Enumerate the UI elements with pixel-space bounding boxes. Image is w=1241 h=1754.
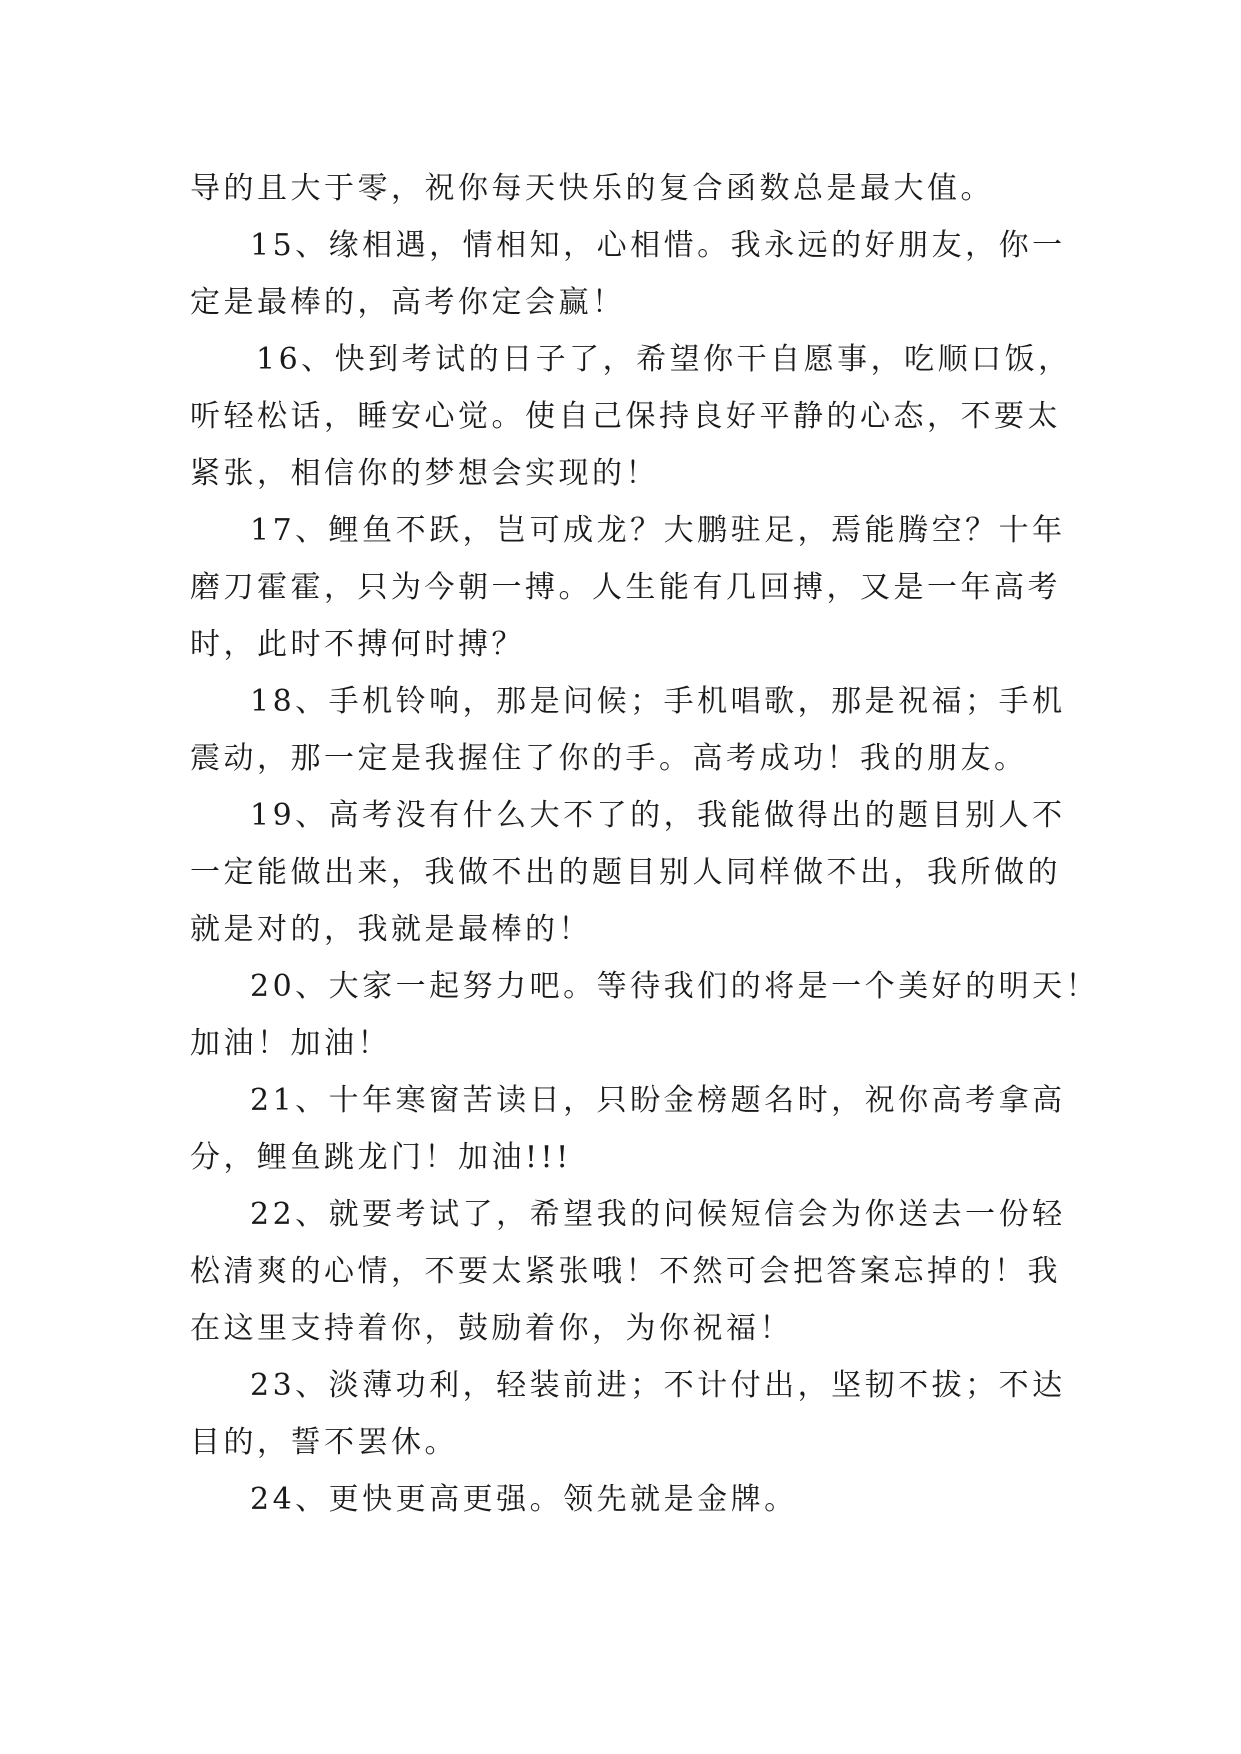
- text-line: 导的且大于零，祝你每天快乐的复合函数总是最大值。: [190, 171, 994, 206]
- text-line: 目的，誓不罢休。: [190, 1425, 458, 1460]
- text-line: 24、更快更高更强。领先就是金牌。: [250, 1482, 798, 1517]
- text-line: 15、缘相遇，情相知，心相惜。我永远的好朋友，你一: [250, 228, 1066, 263]
- text-line: 16、快到考试的日子了，希望你干自愿事，吃顺口饭，: [256, 342, 1072, 377]
- text-line: 21、十年寒窗苦读日，只盼金榜题名时，祝你高考拿高: [250, 1083, 1066, 1118]
- text-line: 在这里支持着你，鼓励着你，为你祝福！: [190, 1311, 793, 1346]
- text-line: 听轻松话，睡安心觉。使自己保持良好平静的心态，不要太: [190, 399, 1061, 434]
- text-line: 20、大家一起努力吧。等待我们的将是一个美好的明天！: [250, 969, 1100, 1004]
- text-line: 23、淡薄功利，轻装前进；不计付出，坚韧不拔；不达: [250, 1368, 1066, 1403]
- text-line: 紧张，相信你的梦想会实现的！: [190, 456, 659, 491]
- text-line: 定是最棒的，高考你定会赢！: [190, 285, 626, 320]
- text-line: 一定能做出来，我做不出的题目别人同样做不出，我所做的: [190, 855, 1061, 890]
- text-line: 就是对的，我就是最棒的！: [190, 912, 592, 947]
- text-line: 19、高考没有什么大不了的，我能做得出的题目别人不: [250, 798, 1066, 833]
- text-line: 加油！加油！: [190, 1026, 391, 1061]
- text-line: 震动，那一定是我握住了你的手。高考成功！我的朋友。: [190, 741, 1028, 776]
- body-text: [190, 160, 1100, 1528]
- text-line: 18、手机铃响，那是问候；手机唱歌，那是祝福；手机: [250, 684, 1066, 719]
- text-line: 松清爽的心情，不要太紧张哦！不然可会把答案忘掉的！我: [190, 1254, 1061, 1289]
- text-line: 17、鲤鱼不跃，岂可成龙？大鹏驻足，焉能腾空？十年: [250, 513, 1066, 548]
- text-line: 22、就要考试了，希望我的问候短信会为你送去一份轻: [250, 1197, 1066, 1232]
- text-line: 磨刀霍霍，只为今朝一搏。人生能有几回搏，又是一年高考: [190, 570, 1061, 605]
- text-line: 时，此时不搏何时搏？: [190, 627, 525, 662]
- text-line: 分，鲤鱼跳龙门！加油!!!: [190, 1140, 572, 1175]
